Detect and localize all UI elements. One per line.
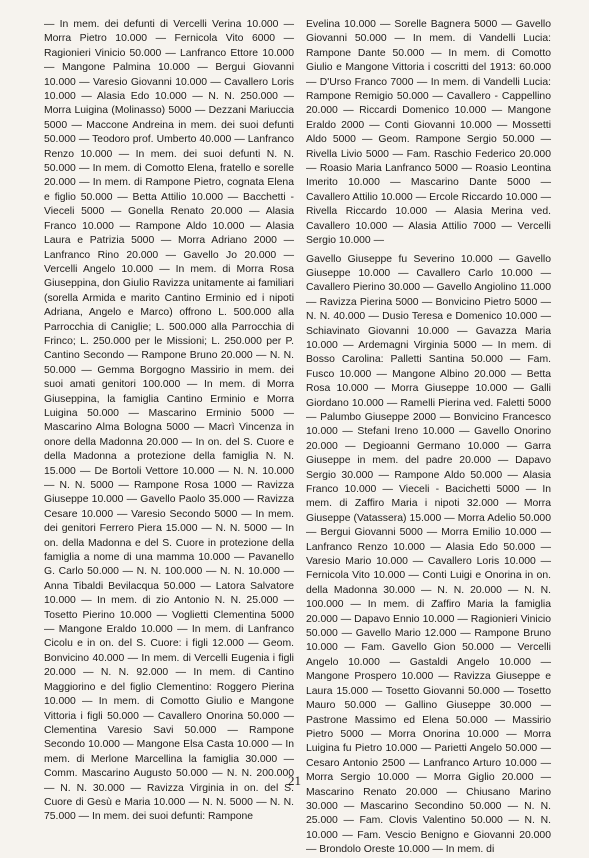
page-number: 21 [288,773,301,788]
right-text-column [306,18,551,858]
paragraph: Evelina 10.000 — Sorelle Bagnera 5000 — Gavello Giovanni 50.000 — In mem. di Vandelli Lucia: Rampone Dante 50.000 — In mem. di Comotto Giulio e Mangone Vittoria i coscritti del 1913: 60.000 — D'Urso Franco 7000 — In mem. di Vandelli Lucia: Rampone Remigio 50.000 — Cavallero - Cappellino 20.000 — Riccardi Domenico 10.000 — Mangone Eraldo 2000 — Conti Giovanni 10.000 — Mossetti Aldo 5000 — Geom. Rampone Sergio 50.000 — Rivella Livio 5000 — Fam. Raschio Federico 20.000 — Roasio Maria Lanfranco 5000 — Roasio Leontina Imerito 10.000 — Mascarino Dante 5000 — Cavallero Attilio 10.000 — Ercole Riccardo 10.000 — Rivella Riccardo 10.000 — Alasia Merina ved. Cavallero 10.000 — Alasia Attilio 7000 — Vercelli Sergio 10.000 — [306,19,551,247]
paragraph: Gavello Giuseppe fu Severino 10.000 — Gavello Giuseppe 10.000 — Cavallero Carlo 10.000 — Cavallero Pierino 30.000 — Gavello Angiolino 11.000 — Ravizza Pierina 5000 — Bonvicino Pietro 5000 — N. N. 40.000 — Dusio Teresa e Domenico 10.000 — Schiavinato Giovanni 10.000 — Gavazza Maria 10.000 — Ardemagni Virginia 5000 — In mem. di Bosso Carolina: Palletti Santina 50.000 — Fam. Fusco 10.000 — Mangone Albino 20.000 — Betta Rosa 10.000 — Morra Giuseppe 10.000 — Galli Giordano 10.000 — Ramelli Pierina ved. Faletti 5000 — Palumbo Giuseppe 2000 — Bonvicino Francesco 10.000 — Stefani Ireno 10.000 — Gavello Onorino 20.000 — Degioanni Germano 10.000 — Garra Giuseppe in mem. del padre 20.000 — Dapavo Sergio 30.000 — Rampone Aldo 50.000 — Alasia Franco 10.000 — Vieceli - Bacichetti 5000 — In mem. di Zaffiro Maria i nipoti 32.000 — Morra Giuseppe (Vatassera) 15.000 — Morra Adelio 50.000 — Bergui Giovanni 5000 — Morra Emilio 10.000 — Lanfranco Renzo 10.000 — Alasia Edo 50.000 — Varesio Mario 10.000 — Cavallero Loris 10.000 — Fernicola Vito 10.000 — Conti Luigi e Onorina in on. della Madonna 30.000 — N. N. 20.000 — N. N. 100.000 — In mem. di Zaffiro Maria la famiglia 20.000 — Dapavo Ennio 10.000 — Ragionieri Vinicio 50.000 — Gavello Mario 12.000 — Rampone Bruno 10.000 — Fam. Gavello Gion 50.000 — Vercelli Angelo 10.000 — Gastaldi Angelo 10.000 — Mangone Prospero 10.000 — Ravizza Giuseppe e Laura 15.000 — Tosetto Giovanni 50.000 — Tosetto Mauro 50.000 — Gallino Giuseppe 30.000 — Pastrone Massimo ed Elena 50.000 — Massirio Pietro 5000 — Morra Onorina 10.000 — Morra Luigina fu Pietro 10.000 — Parietti Angelo 50.000 — Cesaro Antonio 2500 — Lanfranco Arturo 10.000 — Morra Sergio 10.000 — Morra Giglio 20.000 — Mascarino Renato 20.000 — Chiusano Marino 30.000 — Mascarino Secondino 50.000 — N. N. 25.000 — Fam. Clovis Valentino 50.000 — N. N. 10.000 — Fam. Vescio Benigno e Giovanni 20.000 — Brondolo Oreste 10.000 — In mem. di [306,253,551,856]
paragraph: — In mem. dei defunti di Vercelli Verina 10.000 — Morra Pietro 10.000 — Fernicola Vito 6000 — Ragionieri Vinicio 50.000 — Lanfranco Ettore 10.000 — Mangone Palmina 10.000 — Bergui Giovanni 10.000 — Varesio Giovanni 10.000 — Cavallero Loris 10.000 — Alasia Edo 10.000 — N. N. 250.000 — Morra Luigina (Molinasso) 5000 — Dezzani Mariuccia 5000 — Maccone Andreina in mem. dei suoi defunti 50.000 — Teodoro prof. Umberto 40.000 — Lanfranco Renzo 10.000 — In mem. dei suoi defunti N. N. 50.000 — In mem. di Comotto Elena, fratello e sorelle 20.000 — In mem. di Rampone Pietro, cognata Elena e figlio 50.000 — Betta Attilio 10.000 — Bacchetti - Vieceli 5000 — Gonella Renato 20.000 — Alasia Franco 10.000 — Rampone Aldo 10.000 — Alasia Laura e Patrizia 5000 — Morra Adriano 2000 — Lanfranco Rino 20.000 — Gavello Jo 20.000 — Vercelli Angelo 10.000 — In mem. di Morra Rosa Giuseppina, don Giulio Ravizza unitamente ai familiari (sorella Armida e marito Cantino Erminio ed i nipoti Adriana, Angelo e Marco) offrono L. 500.000 alla Parrocchia di Caniglie; L. 500.000 alla Parrocchia di Frinco; L. 250.000 per le Missioni; L. 250.000 per P. Cantino Secondo — Rampone Bruno 20.000 — N. N. 50.000 — Gemma Borgogno Massirio in mem. dei suoi amati genitori 100.000 — In mem. di Morra Giuseppina, la famiglia Cantino Erminio e Morra Luigina 50.000 — Mascarino Erminio 5000 — Mascarino Alma Bologna 5000 — Macrì Vincenza in onore della Madonna 20.000 — In on. del S. Cuore e della Madonna a protezione della famiglia N. N. 15.000 — De Bortoli Vettore 10.000 — N. N. 10.000 — N. N. 5000 — Rampone Rosa 1000 — Ravizza Giuseppe 10.000 — Gavello Paolo 35.000 — Ravizza Cesare 10.000 — Varesio Secondo 5000 — In mem. dei genitori Ferrero Piera 15.000 — N. N. 5000 — In on. della Madonna e del S. Cuore in protezione della famiglia a nome di una mamma 10.000 — Pavanello G. Carlo 50.000 — N. N. 100.000 — N. N. 10.000 — Anna Tibaldi Bevilacqua 50.000 — Latora Salvatore 10.000 — In mem. di zio Antonio N. N. 25.000 — Tosetto Pierino 10.000 — Voglietti Clementina 5000 — Mangone Eraldo 10.000 — In mem. di Lanfranco Cicolu e in on. del S. Cuore: i figli 12.000 — Geom. Bonvicino 40.000 — In mem. di Vercelli Eugenia i figli 20.000 — N. N. 92.000 — In mem. di Cantino Maggiorino e del figlio Clementino: Roggero Pierina 10.000 — In mem. di Comotto Giulio e Mangone Vittoria i figli 50.000 — Cavallero Onorina 50.000 — Clementina Varesio Savi 50.000 — Rampone Secondo 10.000 — Mangone Elsa Casta 10.000 — In mem. di Merlone Marcellina la famiglia 30.000 — Comm. Mascarino Augusto 50.000 — N. N. 200.000 — N. N. 30.000 — Ravizza Virginia in on. del S. Cuore di Gesù e Maria 10.000 — N. N. 5000 — N. N. 75.000 — In mem. dei suoi defunti: Rampone [44,19,294,823]
left-text-column [44,18,294,825]
